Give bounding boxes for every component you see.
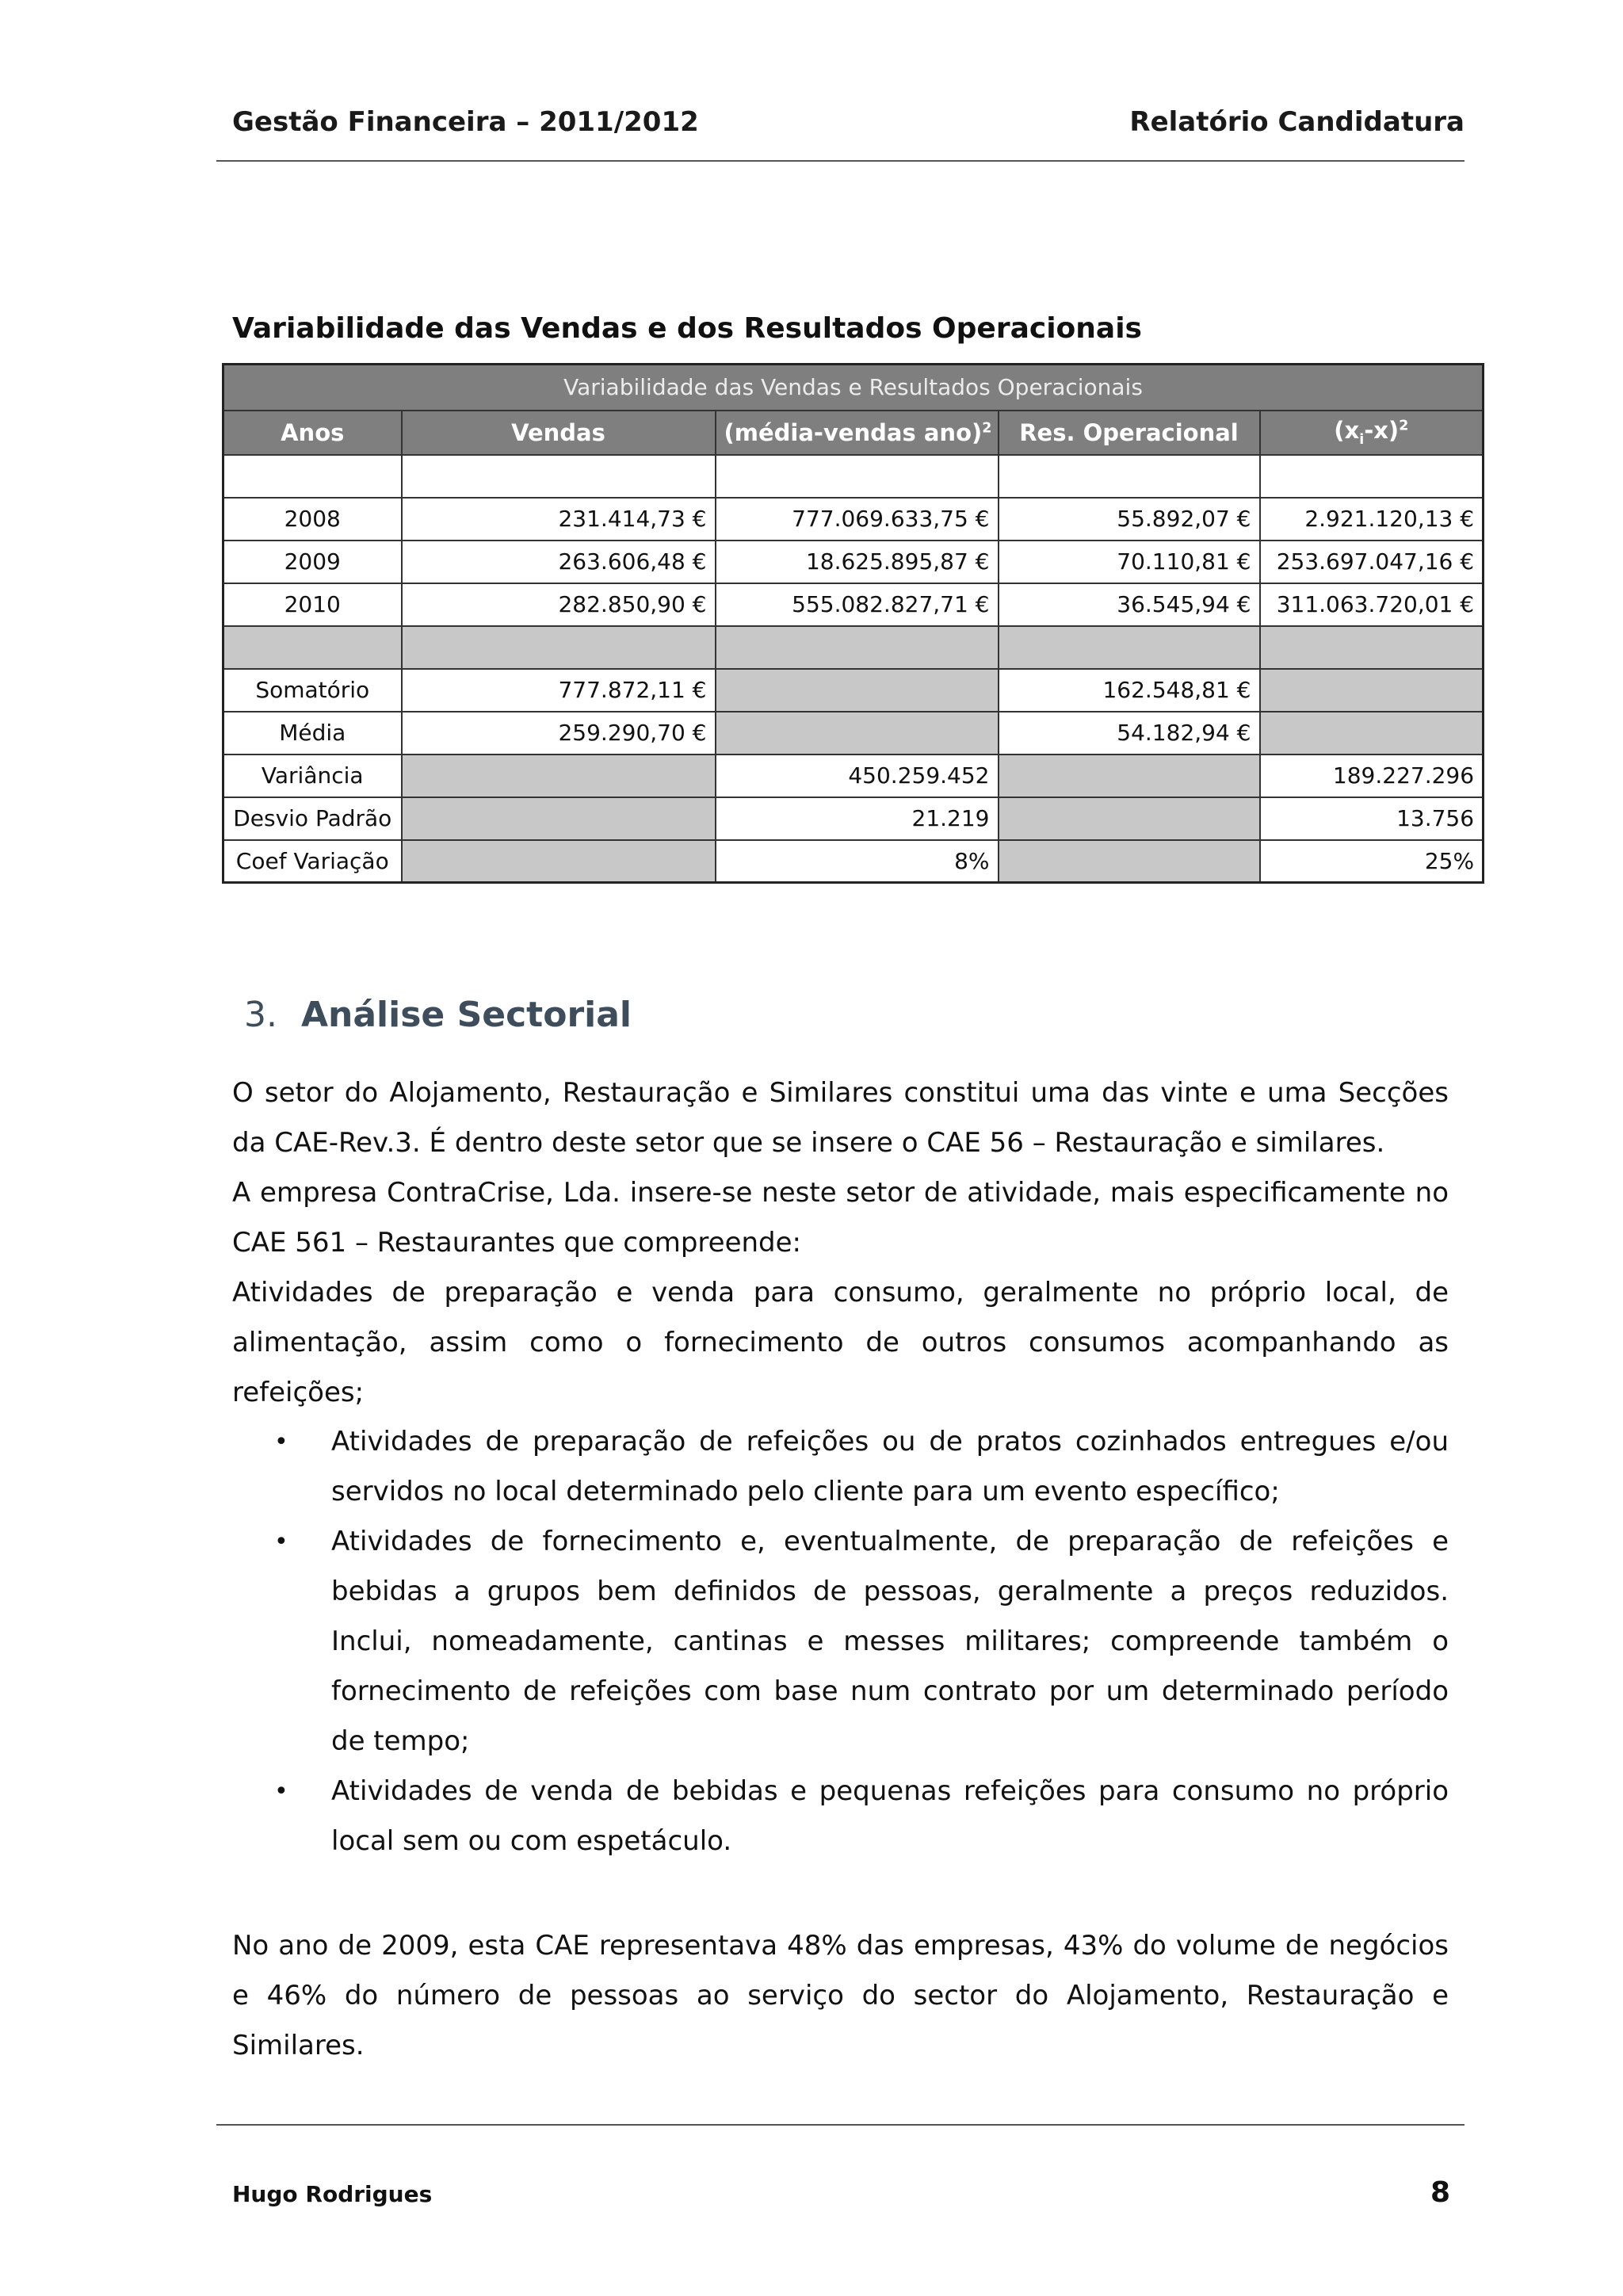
cell-ano: 2008 (223, 498, 402, 541)
table-row-2010 (223, 583, 1484, 626)
list-item-text: Atividades de preparação de refeições ou de pratos cozinhados entregues e/ou servidos no local determinado pelo cliente para um evento específico; (331, 1426, 1449, 1507)
list-item (269, 1417, 1449, 1517)
cell-label: Variância (223, 755, 402, 797)
table-heading: Variabilidade das Vendas e dos Resultados Operacionais (232, 312, 1142, 345)
cell-res: 70.110,81 € (999, 541, 1260, 583)
cell-media: 21.219 (716, 797, 999, 840)
col-header-media-text: (média-vendas ano) (724, 418, 983, 446)
col-header-anos: Anos (223, 411, 402, 455)
cell-media: 8% (716, 840, 999, 883)
list-item (269, 1767, 1449, 1866)
table-row-desvio (223, 797, 1484, 840)
list-item-text: Atividades de venda de bebidas e pequenas refeições para consumo no próprio local sem ou com espetáculo. (331, 1775, 1449, 1857)
subscript: i (1359, 431, 1365, 448)
table-row-variancia (223, 755, 1484, 797)
col-header-x-close: -x) (1364, 417, 1400, 445)
cell-vendas: 259.290,70 € (402, 712, 716, 755)
cell-res: 36.545,94 € (999, 583, 1260, 626)
table-row-2009 (223, 541, 1484, 583)
cell-x: 25% (1260, 840, 1484, 883)
cell-ano: 2009 (223, 541, 402, 583)
header-divider (216, 160, 1465, 162)
cell-vendas: 231.414,73 € (402, 498, 716, 541)
closing-paragraph: No ano de 2009, esta CAE representava 48% das empresas, 43% do volume de negócios e 46% do número de pessoas ao serviço do sector do Alojamento, Restauração e Similares. (232, 1930, 1449, 2061)
table-row-media (223, 712, 1484, 755)
table-row-separator (223, 626, 1484, 669)
cell-x: 253.697.047,16 € (1260, 541, 1484, 583)
list-item (269, 1517, 1449, 1767)
bullet-icon: • (274, 1528, 288, 1556)
paragraph: A empresa ContraCrise, Lda. insere-se neste setor de atividade, mais especificamente no CAE 561 – Restaurantes que compreende: (232, 1177, 1449, 1259)
col-header-media-vendas (716, 411, 999, 455)
cell-media: 555.082.827,71 € (716, 583, 999, 626)
cell-label: Desvio Padrão (223, 797, 402, 840)
table-row-somatorio (223, 669, 1484, 712)
bullet-icon: • (274, 1778, 288, 1805)
list-item-text: Atividades de fornecimento e, eventualmente, de preparação de refeições e bebidas a grupos bem definidos de pessoas, geralmente a preços reduzidos. Inclui, nomeadamente, cantinas e messes militares; compreende também o fornecimento de refeições com base num contrato por um determinado período de tempo; (331, 1526, 1449, 1757)
header-report-type: Relatório Candidatura (1129, 106, 1465, 138)
footer-divider (216, 2124, 1465, 2126)
footer-author: Hugo Rodrigues (232, 2181, 433, 2207)
section-title: Análise Sectorial (300, 995, 632, 1035)
page-number: 8 (1430, 2176, 1450, 2209)
paragraph: O setor do Alojamento, Restauração e Similares constitui uma das vinte e uma Secções da CAE-Rev.3. É dentro deste setor que se insere o CAE 56 – Restauração e similares. (232, 1077, 1449, 1159)
table-row-2008 (223, 498, 1484, 541)
table-row-coef (223, 840, 1484, 883)
paragraph: Atividades de preparação e venda para consumo, geralmente no próprio local, de alimentação, assim como o fornecimento de outros consumos acompanhando as refeições; (232, 1277, 1449, 1408)
cell-media: 777.069.633,75 € (716, 498, 999, 541)
bullet-icon: • (274, 1428, 288, 1456)
cell-vendas: 263.606,48 € (402, 541, 716, 583)
section-heading (244, 995, 632, 1035)
cell-label: Coef Variação (223, 840, 402, 883)
header-title: Gestão Financeira – 2011/2012 (232, 106, 699, 138)
col-header-xi-x (1260, 411, 1484, 455)
cell-media: 450.259.452 (716, 755, 999, 797)
superscript: 2 (982, 419, 992, 436)
cell-label: Média (223, 712, 402, 755)
activity-list (269, 1417, 1449, 1866)
cell-res: 162.548,81 € (999, 669, 1260, 712)
intro-paragraphs (232, 1068, 1449, 1418)
col-header-vendas: Vendas (402, 411, 716, 455)
table-caption: Variabilidade das Vendas e Resultados Operacionais (223, 365, 1484, 411)
cell-vendas: 777.872,11 € (402, 669, 716, 712)
table-row-empty (223, 455, 1484, 498)
cell-ano: 2010 (223, 583, 402, 626)
section-number: 3. (244, 995, 277, 1035)
cell-res: 55.892,07 € (999, 498, 1260, 541)
cell-vendas: 282.850,90 € (402, 583, 716, 626)
cell-x: 2.921.120,13 € (1260, 498, 1484, 541)
cell-media: 18.625.895,87 € (716, 541, 999, 583)
variability-table (222, 363, 1484, 884)
cell-label: Somatório (223, 669, 402, 712)
col-header-x-open: (x (1334, 417, 1360, 445)
superscript: 2 (1399, 418, 1409, 434)
cell-res: 54.182,94 € (999, 712, 1260, 755)
cell-x: 189.227.296 (1260, 755, 1484, 797)
cell-x: 13.756 (1260, 797, 1484, 840)
col-header-res-operacional: Res. Operacional (999, 411, 1260, 455)
cell-x: 311.063.720,01 € (1260, 583, 1484, 626)
